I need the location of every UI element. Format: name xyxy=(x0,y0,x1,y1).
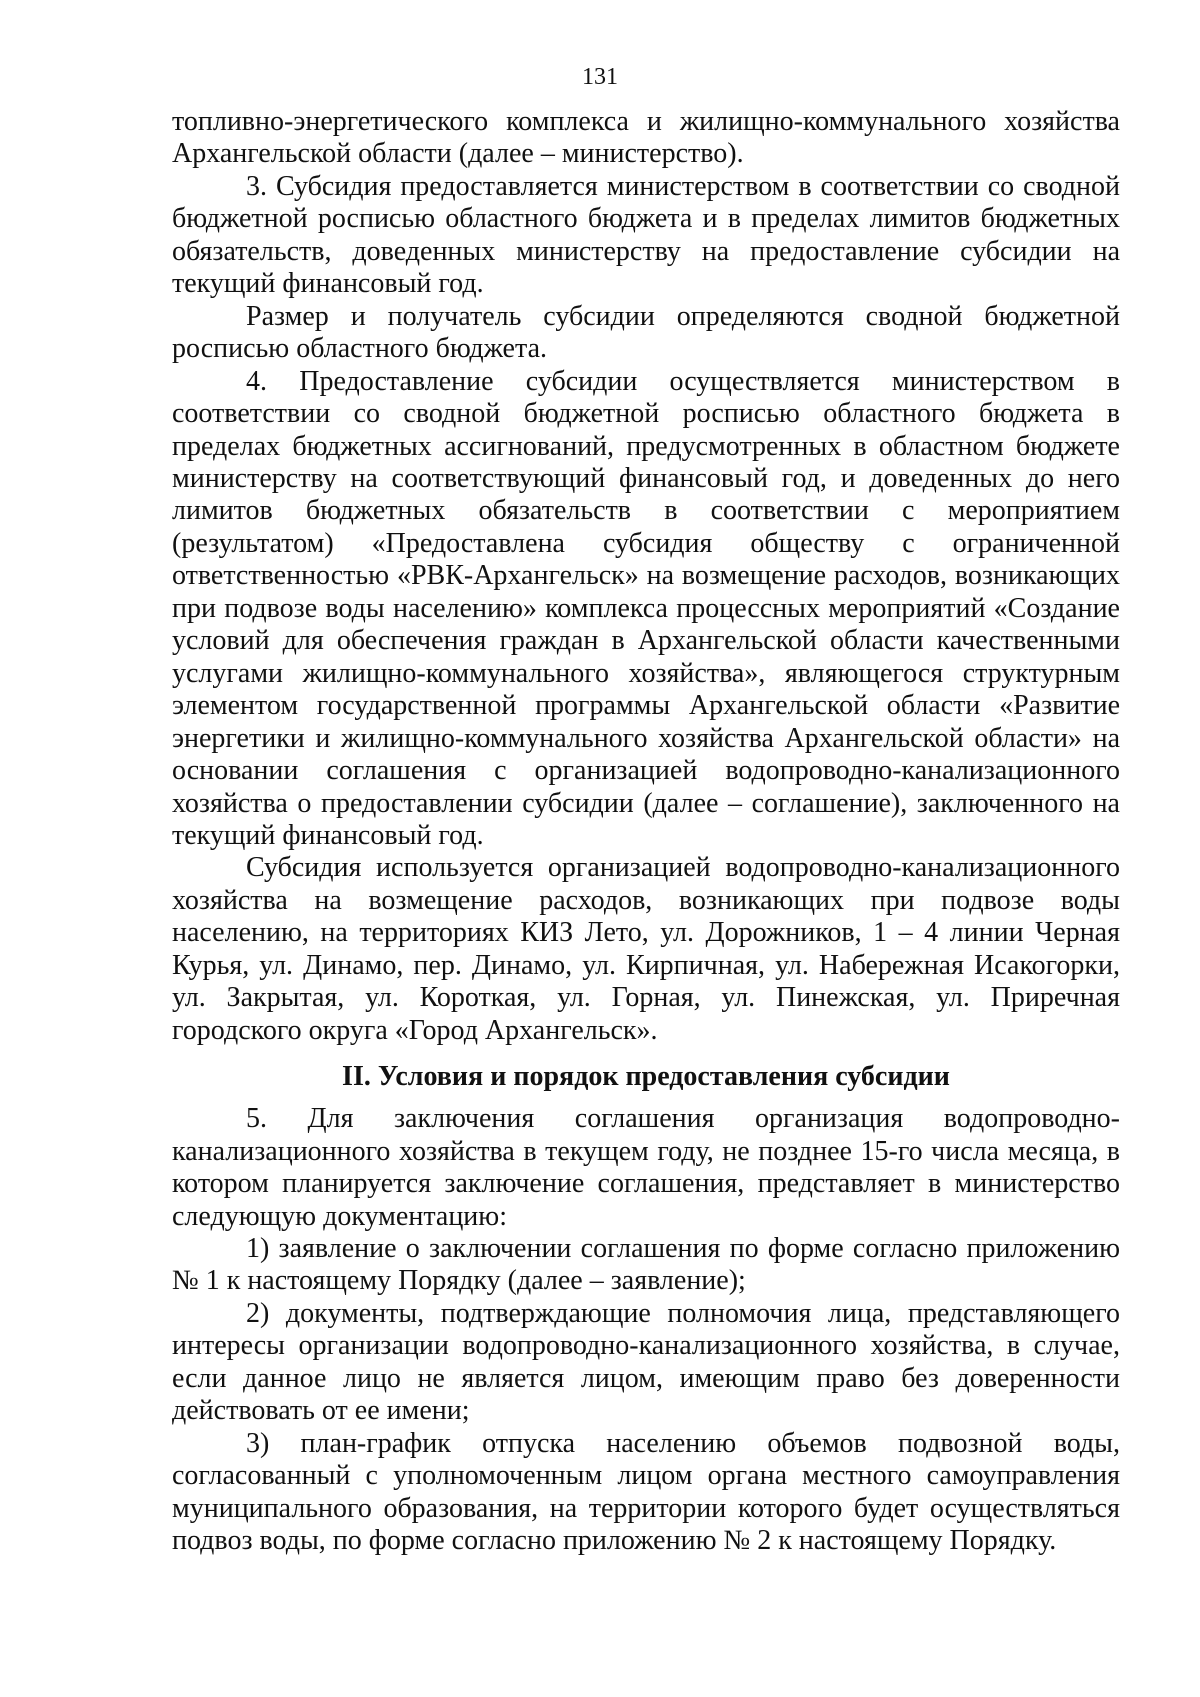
paragraph-clause-4: 4. Предоставление субсидии осуществляется министерством в соответствии со сводной бюджетной росписью областного бюджета в пределах бюджетных ассигнований, предусмотренных в областном бюджете министерству на соответствующий финансовый год, и доведенных до него лимитов бюджетных обязательств в соответствии с мероприятием (результатом) «Предоставлена субсидия обществу с ограниченной ответственностью «РВК-Архангельск» на возмещение расходов, возникающих при подвозе воды населению» комплекса процессных мероприятий «Создание условий для обеспечения граждан в Архангельской области качественными услугами жилищно-коммунального хозяйства», являющегося структурным элементом государственной программы Архангельской области «Развитие энергетики и жилищно-коммунального хозяйства Архангельской области» на основании соглашения с организацией водопроводно-канализационного хозяйства о предоставлении субсидии (далее – соглашение), заключенного на текущий финансовый год. xyxy=(172,365,1120,851)
paragraph-continuation: топливно-энергетического комплекса и жилищно-коммунального хозяйства Архангельской области (далее – министерство). xyxy=(172,106,1120,170)
paragraph-clause-3: 3. Субсидия предоставляется министерством в соответствии со сводной бюджетной росписью областного бюджета и в пределах лимитов бюджетных обязательств, доведенных министерству на предоставление субсидии на текущий финансовый год. xyxy=(172,170,1120,300)
page-number: 131 xyxy=(582,64,618,90)
paragraph-subsidy-size: Размер и получатель субсидии определяются сводной бюджетной росписью областного бюджета. xyxy=(172,300,1120,365)
list-item-1: 1) заявление о заключении соглашения по форме согласно приложению № 1 к настоящему Порядку (далее – заявление); xyxy=(172,1232,1120,1297)
list-item-3: 3) план-график отпуска населению объемов подвозной воды, согласованный с уполномоченным лицом органа местного самоуправления муниципального образования, на территории которого будет осуществляться подвоз воды, по форме согласно приложению № 2 к настоящему Порядку. xyxy=(172,1427,1120,1557)
paragraph-clause-5: 5. Для заключения соглашения организация водопроводно-канализационного хозяйства в текущем году, не позднее 15-го числа месяца, в котором планируется заключение соглашения, представляет в министерство следующую документацию: xyxy=(172,1103,1120,1232)
document-body xyxy=(172,106,1120,1557)
section-heading: II. Условия и порядок предоставления субсидии xyxy=(342,1061,950,1093)
paragraph-subsidy-usage: Субсидия используется организацией водопроводно-канализационного хозяйства на возмещение расходов, возникающих при подвозе воды населению, на территориях КИЗ Лето, ул. Дорожников, 1 – 4 линии Черная Курья, ул. Динамо, пер. Динамо, ул. Кирпичная, ул. Набережная Исакогорки, ул. Закрытая, ул. Короткая, ул. Горная, ул. Пинежская, ул. Приречная городского округа «Город Архангельск». xyxy=(172,852,1120,1046)
list-item-2: 2) документы, подтверждающие полномочия лица, представляющего интересы организации водопроводно-канализационного хозяйства, в случае, если данное лицо не является лицом, имеющим право без доверенности действовать от ее имени; xyxy=(172,1297,1120,1427)
